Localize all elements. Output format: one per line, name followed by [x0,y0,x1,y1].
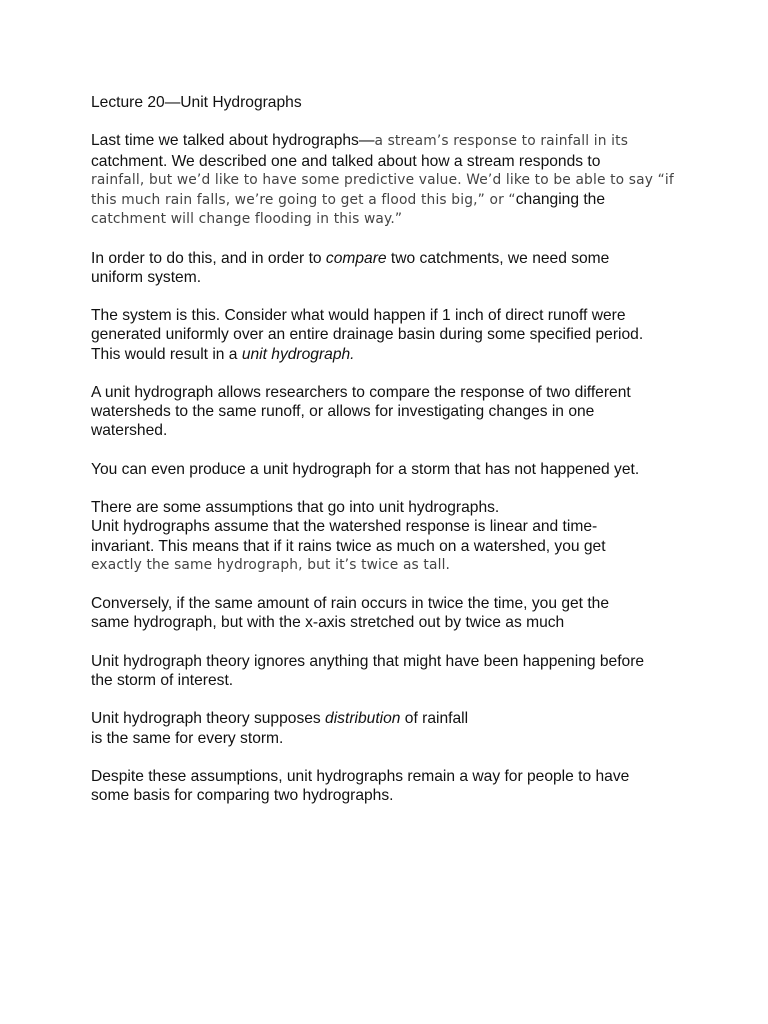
emphasis-distribution: distribution [325,710,401,728]
emphasis-compare: compare [325,249,387,267]
emphasis-unit-hydrograph: unit hydrograph. [241,345,355,363]
text-run: a stream’s response to rainfall in its [374,133,629,150]
text-line: The system is this. Consider what would happen if 1 inch of direct runoff were [91,307,626,325]
text-line: watersheds to the same runoff, or allows for investigating changes in one [91,403,595,421]
paragraph-compare-watersheds [91,383,691,441]
text-run: changing the [515,191,606,208]
text-run: This would result in a [91,345,242,363]
text-line: some basis for comparing two hydrographs. [91,787,394,805]
text-line: Despite these assumptions, unit hydrographs remain a way for people to have [91,767,630,785]
text-run: Last time we talked about hydrographs— [91,132,375,150]
text-line: rainfall, but we’d like to have some predictive value. We’d like to be able to say “if [91,171,674,188]
text-line: There are some assumptions that go into unit hydrographs. [91,499,500,517]
paragraph-ignores [91,652,691,690]
text-line: Unit hydrograph theory ignores anything that might have been happening before [91,652,645,670]
text-run: two catchments, we need some [386,249,610,267]
paragraph-future-storm [91,460,691,479]
text-line: uniform system. [91,268,202,286]
lecture-title [91,93,691,112]
text-line: same hydrograph, but with the x-axis stretched out by twice as much [91,614,565,632]
text-line: catchment will change flooding in this way.” [91,211,403,228]
paragraph-system [91,306,691,364]
paragraph-conversely [91,594,691,632]
text-line: invariant. This means that if it rains twice as much on a watershed, you get [91,537,606,555]
text-line: the storm of interest. [91,671,234,689]
paragraph-despite [91,767,691,805]
text-line: is the same for every storm. [91,729,284,747]
title-text: Lecture 20—Unit Hydrographs [91,94,302,111]
text-line: generated uniformly over an entire drainage basin during some specified period. [91,326,644,344]
text-line: Conversely, if the same amount of rain occurs in twice the time, you get the [91,595,610,613]
paragraph-distribution [91,709,691,747]
text-run: this much rain falls, we’re going to get a flood this big,” or “ [91,192,516,208]
text-run: of rainfall [400,710,469,728]
text-line: watershed. [91,422,168,440]
text-line: Unit hydrographs assume that the watershed response is linear and time- [91,518,598,536]
text-line: You can even produce a unit hydrograph for a storm that has not happened yet. [91,460,640,478]
text-line: exactly the same hydrograph, but it’s twice as tall. [91,556,451,573]
document-body [91,93,691,805]
text-line: catchment. We described one and talked about how a stream responds to [91,152,601,170]
text-line: A unit hydrograph allows researchers to compare the response of two different [91,383,631,401]
paragraph-assumptions [91,498,691,575]
paragraph-compare [91,249,691,287]
paragraph-hydrographs-intro [91,131,691,229]
text-run: Unit hydrograph theory supposes [91,710,326,728]
text-run: In order to do this, and in order to [91,249,326,267]
